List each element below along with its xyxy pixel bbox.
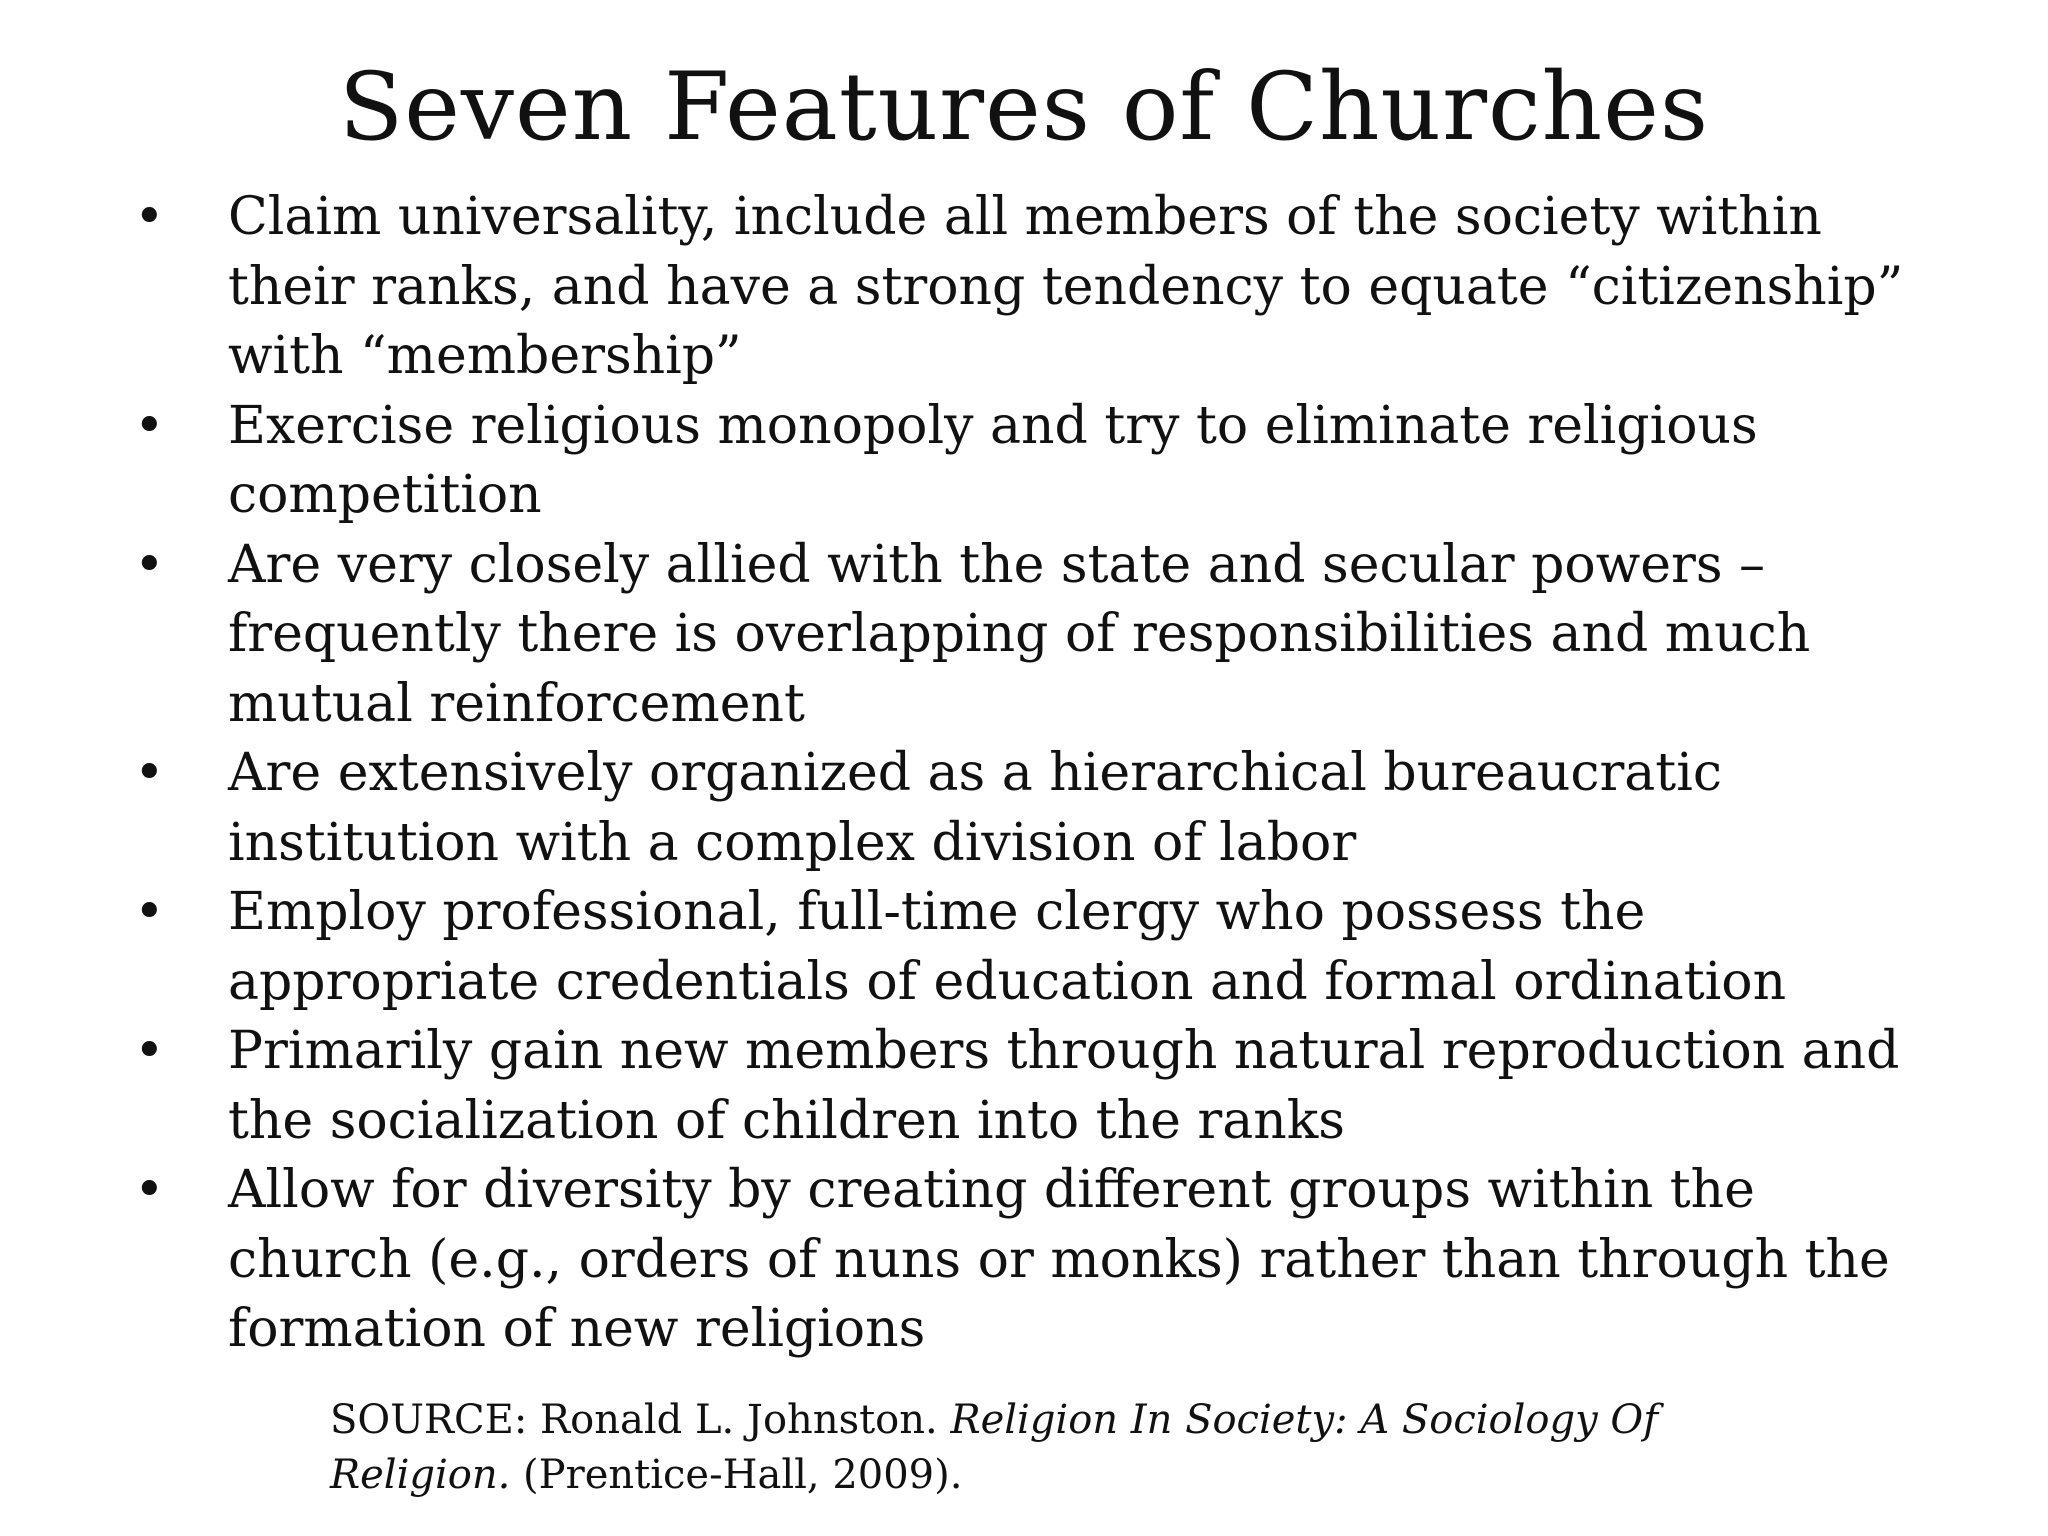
source-book-title: Religion In Society: A Sociology Of Religion. xyxy=(330,1397,1659,1498)
bullet-dot-icon: • xyxy=(134,1160,165,1220)
bullet-dot-icon: • xyxy=(134,395,165,456)
bullet-dot-icon: • xyxy=(134,534,165,595)
bullet-dot-icon: • xyxy=(134,1021,165,1081)
bullet-item xyxy=(0,183,1908,392)
bullet-text: Employ professional, full-time clergy who possess the appropriate credentials of education and formal ordination xyxy=(228,882,1787,1012)
bullet-dot-icon: • xyxy=(134,187,165,247)
bullet-dot-icon: • xyxy=(134,743,165,803)
bullet-item xyxy=(0,878,1908,1017)
bullet-item xyxy=(0,392,1908,531)
bullet-text: Exercise religious monopoly and try to eliminate religious competition xyxy=(228,395,1758,525)
bullet-list xyxy=(0,183,2048,1365)
bullet-item xyxy=(0,739,1908,878)
bullet-text: Claim universality, include all members of the society within their ranks, and have a strong tendency to equate “citizenship” with “membership” xyxy=(228,187,1904,386)
bullet-item xyxy=(0,1017,1908,1156)
source-prefix: SOURCE: Ronald L. Johnston. xyxy=(330,1397,951,1443)
bullet-item xyxy=(0,531,1908,740)
slide-title: Seven Features of Churches xyxy=(338,53,1710,162)
bullet-text: Are extensively organized as a hierarchical bureaucratic institution with a complex division of labor xyxy=(228,743,1722,873)
bullet-text: Primarily gain new members through natural reproduction and the socialization of children into the ranks xyxy=(228,1021,1900,1151)
bullet-dot-icon: • xyxy=(134,882,165,942)
bullet-item xyxy=(0,1156,1908,1365)
bullet-text: Are very closely allied with the state and secular powers – frequently there is overlapping of responsibilities and much mutual reinforcement xyxy=(228,534,1811,734)
source-publisher: (Prentice-Hall, 2009). xyxy=(510,1452,963,1498)
bullet-text: Allow for diversity by creating different groups within the church (e.g., orders of nuns or monks) rather than through the formation of new religions xyxy=(228,1160,1890,1359)
source-citation xyxy=(330,1393,1830,1503)
